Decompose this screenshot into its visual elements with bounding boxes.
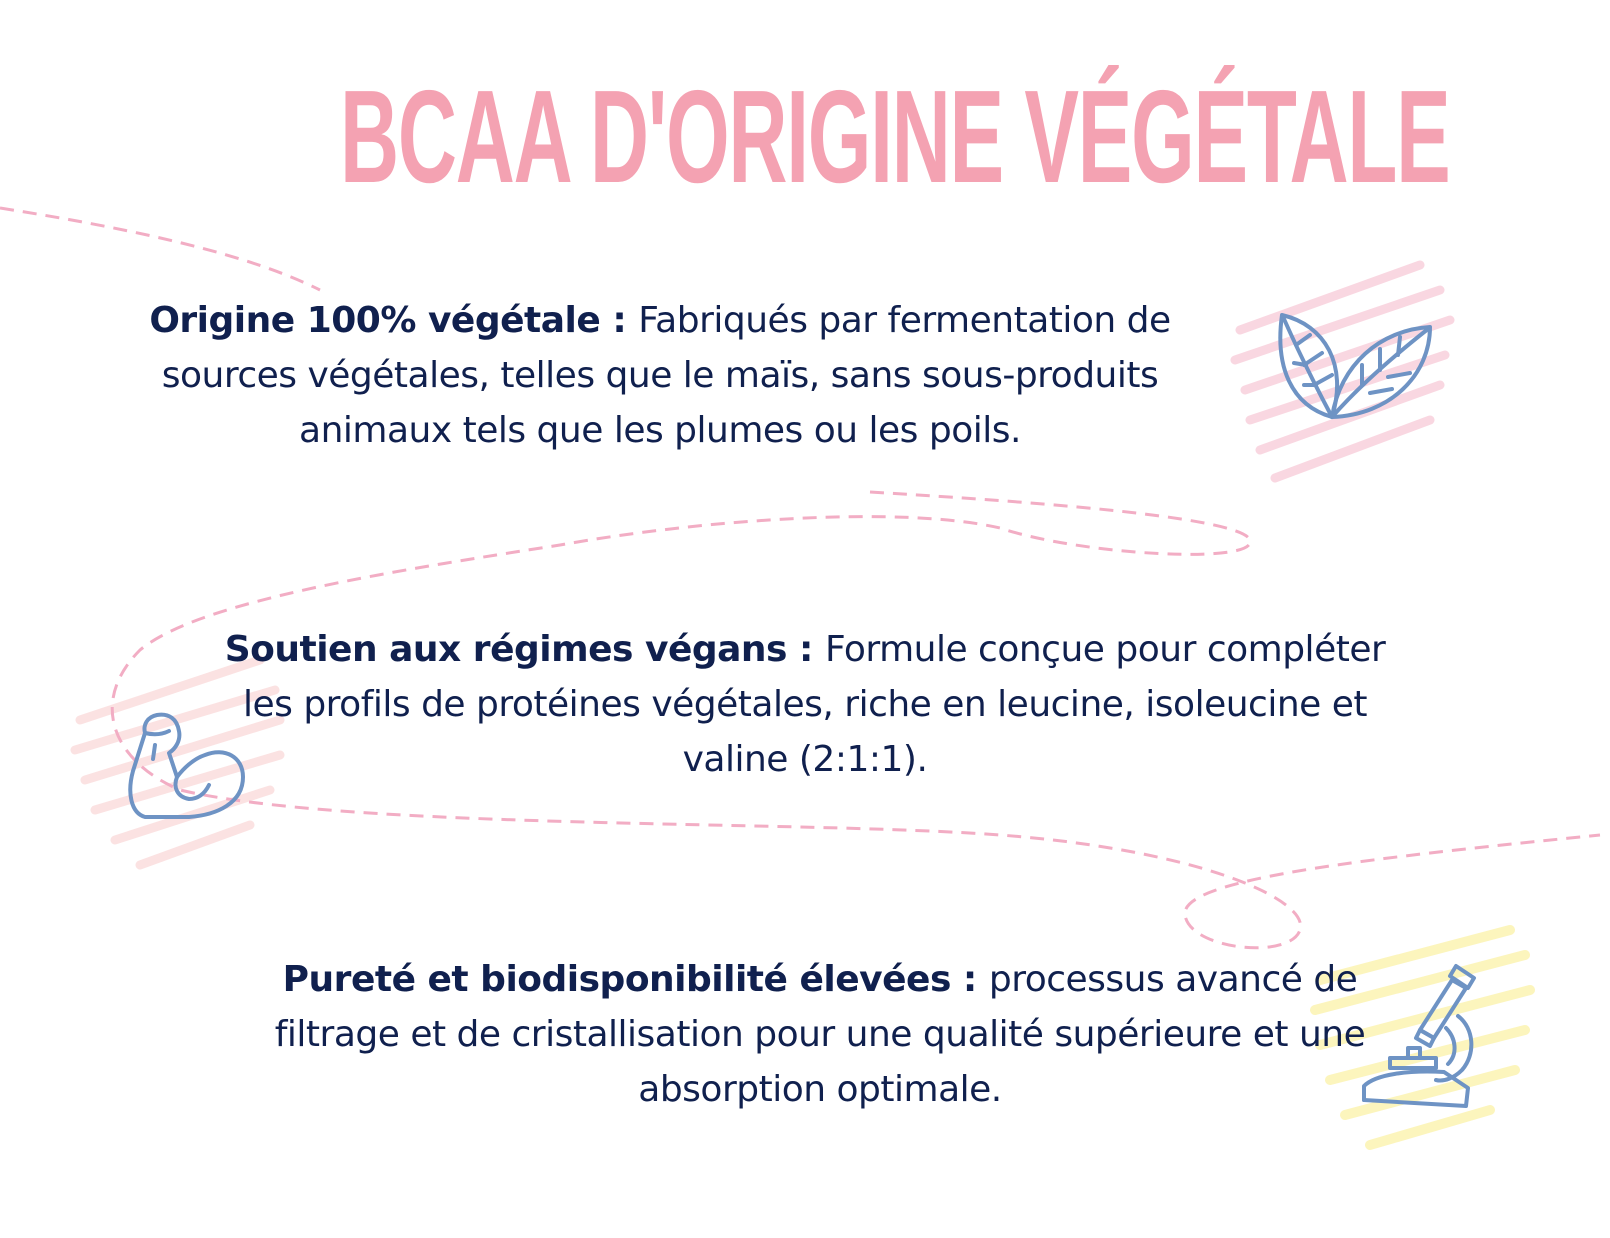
feature-lead: Origine 100% végétale : [149, 300, 639, 341]
feature-lead: Pureté et biodisponibilité élevées : [282, 959, 989, 1000]
feature-lead: Soutien aux régimes végans : [224, 629, 825, 670]
feature-vegan-support [215, 622, 1395, 787]
flexed-arm-icon [125, 705, 255, 825]
leaf-icon [1270, 305, 1440, 435]
feature-text: processus avancé de filtrage et de cristallisation pour une qualité supérieure et une absorption optimale. [274, 959, 1366, 1110]
feature-plant-origin [130, 293, 1190, 458]
feature-purity [270, 952, 1370, 1117]
feature-text: Fabriqués par fermentation de sources végétales, telles que le maïs, sans sous-produits animaux tels que les plumes ou les poils. [161, 300, 1171, 451]
page-title: BCAA D'ORIGINE VÉGÉTALE [340, 63, 1450, 210]
feature-text: Formule conçue pour compléter les profils de protéines végétales, riche en leucine, isoleucine et valine (2:1:1). [242, 629, 1386, 780]
microscope-icon [1350, 958, 1500, 1118]
